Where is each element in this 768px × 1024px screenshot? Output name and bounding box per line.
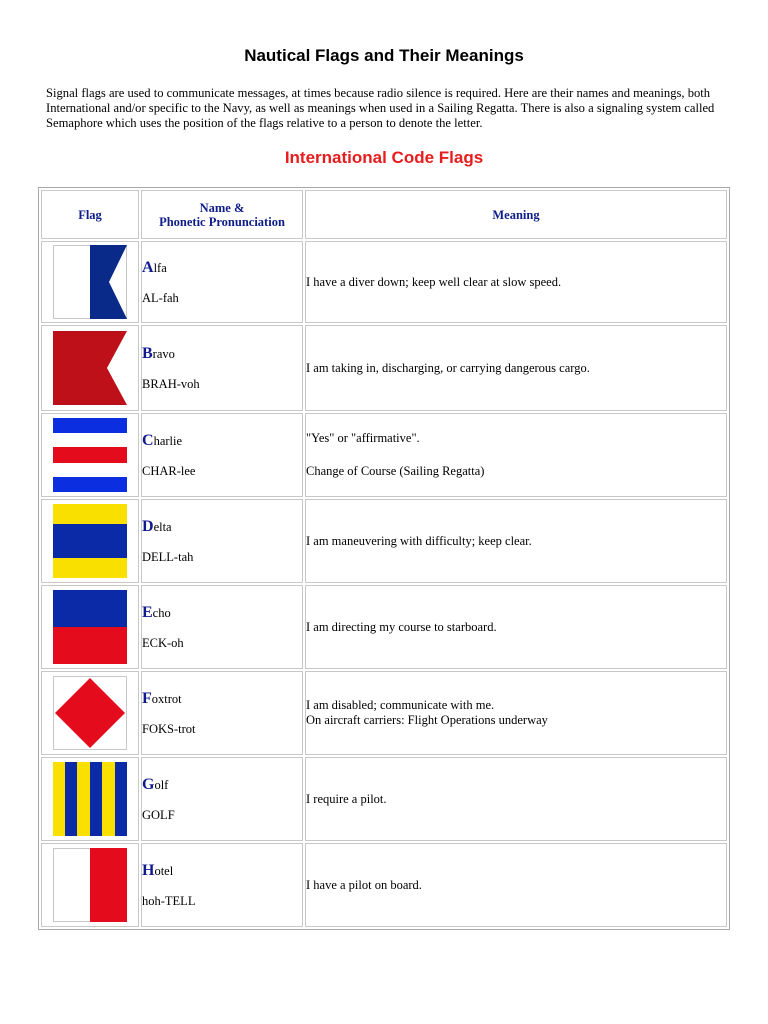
meaning-regatta-text: Change of Course (Sailing Regatta)	[306, 464, 485, 478]
header-flag: Flag	[41, 190, 139, 239]
meaning-carrier-text: On aircraft carriers: Flight Operations underway	[306, 713, 548, 727]
name-initial: E	[142, 603, 153, 621]
page-title: Nautical Flags and Their Meanings	[244, 46, 524, 65]
phonetic-text: ECK-oh	[142, 635, 184, 650]
table-row	[41, 241, 727, 323]
flag-cell	[41, 843, 139, 927]
name-cell	[141, 757, 303, 841]
flag-cell	[41, 325, 139, 411]
header-name-line2: Phonetic Pronunciation	[159, 214, 285, 229]
name-cell	[141, 671, 303, 755]
name-rest: elta	[153, 519, 172, 534]
meaning-cell	[305, 757, 727, 841]
table-header-row	[41, 190, 727, 239]
bravo-flag-icon	[53, 331, 127, 405]
name-initial: F	[142, 689, 152, 707]
name-cell	[141, 241, 303, 323]
name-cell	[141, 585, 303, 669]
meaning-text: I am disabled; communicate with me.	[306, 698, 495, 712]
meaning-cell	[305, 499, 727, 583]
meaning-text: "Yes" or "affirmative".	[306, 431, 420, 445]
phonetic-text: GOLF	[142, 807, 175, 822]
meaning-cell	[305, 241, 727, 323]
section-title: International Code Flags	[284, 148, 484, 167]
meaning-cell	[305, 843, 727, 927]
flag-cell	[41, 499, 139, 583]
name-initial: H	[142, 861, 155, 879]
phonetic-text: DELL-tah	[142, 549, 194, 564]
foxtrot-flag-icon	[53, 676, 127, 750]
flag-cell	[41, 585, 139, 669]
header-meaning: Meaning	[305, 190, 727, 239]
name-rest: oxtrot	[151, 691, 182, 706]
delta-flag-icon	[53, 504, 127, 578]
phonetic-text: AL-fah	[142, 290, 179, 305]
name-initial: A	[142, 258, 154, 276]
meaning-cell	[305, 325, 727, 411]
name-initial: C	[142, 431, 154, 449]
header-name-line1: Name &	[199, 200, 245, 215]
intro-paragraph: Signal flags are used to communicate messages, at times because radio silence is required. Here are their names and meanings, both International and/or specific to the Navy, as well as meanings when used in a Sailing Regatta. There is also a signaling system called Semaphore which uses the position of the flags relative to a person to denote the letter.	[46, 86, 715, 130]
phonetic-text: CHAR-lee	[142, 463, 196, 478]
name-cell	[141, 499, 303, 583]
phonetic-text: BRAH-voh	[142, 376, 200, 391]
meaning-text: I have a pilot on board.	[306, 877, 422, 892]
table-row	[41, 325, 727, 411]
meaning-text: I am taking in, discharging, or carrying dangerous cargo.	[306, 360, 590, 375]
meaning-text: I have a diver down; keep well clear at slow speed.	[306, 274, 562, 289]
flags-table	[38, 187, 730, 930]
name-cell	[141, 843, 303, 927]
name-rest: lfa	[153, 260, 167, 275]
meaning-cell	[305, 413, 727, 497]
name-rest: ravo	[152, 346, 175, 361]
name-rest: cho	[152, 605, 171, 620]
name-cell	[141, 413, 303, 497]
meaning-text: I require a pilot.	[306, 791, 387, 806]
meaning-text: I am directing my course to starboard.	[306, 619, 497, 634]
table-row	[41, 585, 727, 669]
name-initial: B	[142, 344, 153, 362]
table-row	[41, 757, 727, 841]
table-row	[41, 499, 727, 583]
phonetic-text: FOKS-trot	[142, 721, 196, 736]
alfa-flag-icon	[53, 245, 127, 319]
name-rest: harlie	[153, 433, 183, 448]
flag-cell	[41, 757, 139, 841]
flag-cell	[41, 671, 139, 755]
flag-cell	[41, 241, 139, 323]
phonetic-text: hoh-TELL	[142, 893, 196, 908]
charlie-flag-icon	[53, 418, 127, 492]
name-initial: D	[142, 517, 154, 535]
meaning-cell	[305, 671, 727, 755]
table-row	[41, 413, 727, 497]
meaning-text: I am maneuvering with difficulty; keep clear.	[306, 533, 532, 548]
name-initial: G	[142, 775, 155, 793]
flag-cell	[41, 413, 139, 497]
name-rest: otel	[154, 863, 174, 878]
golf-flag-icon	[53, 762, 127, 836]
echo-flag-icon	[53, 590, 127, 664]
name-cell	[141, 325, 303, 411]
meaning-cell	[305, 585, 727, 669]
table-row	[41, 843, 727, 927]
table-row	[41, 671, 727, 755]
header-name	[141, 190, 303, 239]
name-rest: olf	[154, 777, 169, 792]
hotel-flag-icon	[53, 848, 127, 922]
